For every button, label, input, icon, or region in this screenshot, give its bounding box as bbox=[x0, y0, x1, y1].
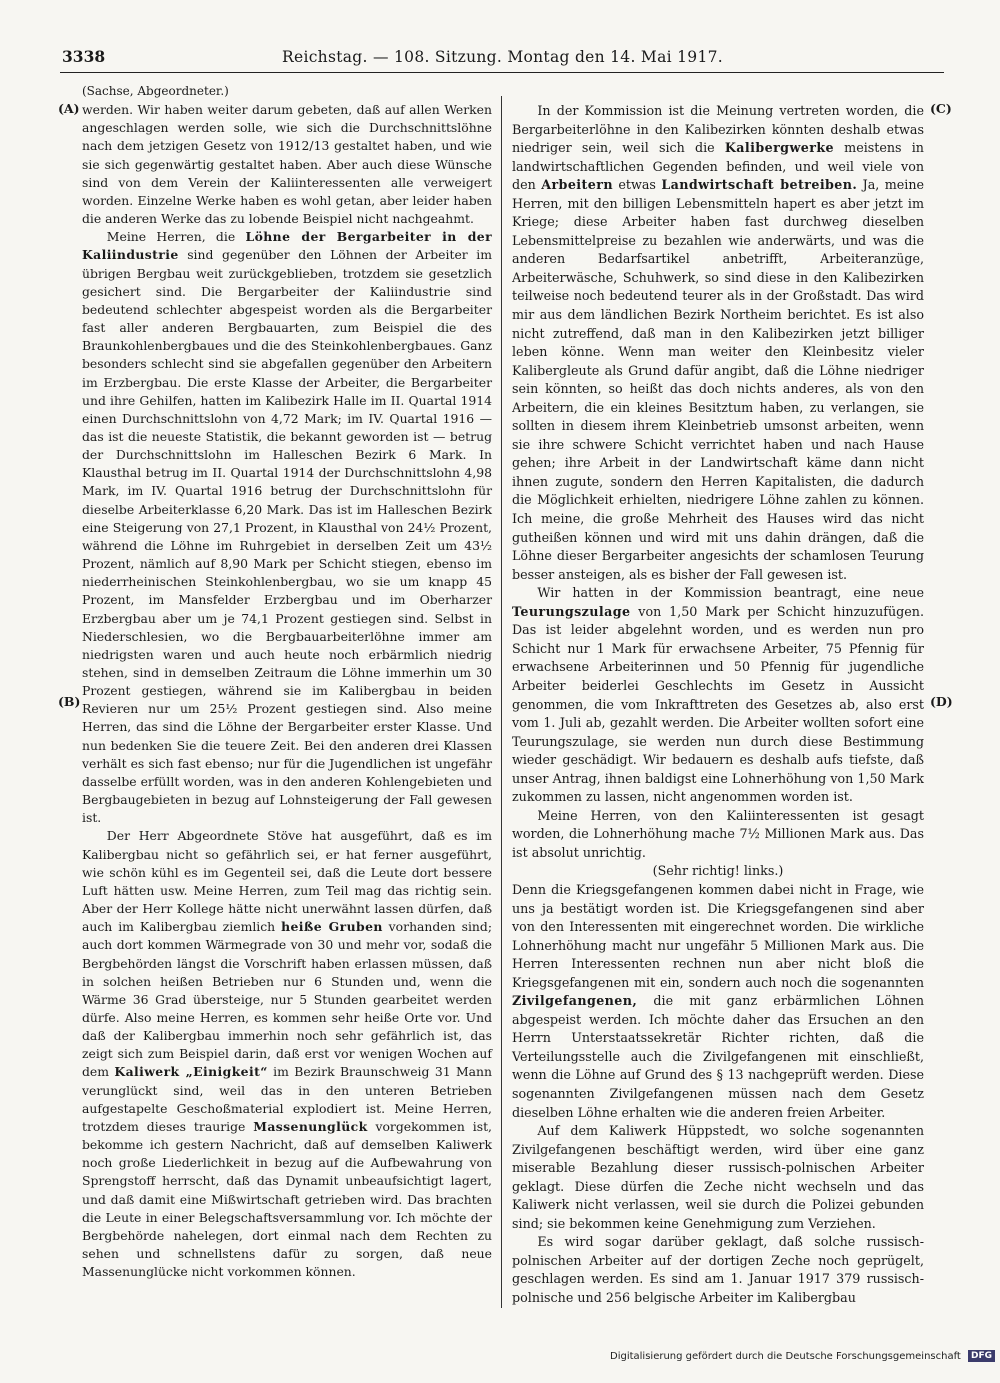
credit-text: Digitalisierung gefördert durch die Deutsche Forschungsgemeinschaft bbox=[610, 1351, 961, 1362]
paragraph: In der Kommission ist die Meinung vertreten worden, die Bergarbeiterlöhne in den Kalibezirken könnten deshalb etwas niedriger sein, weil sich die Kalibergwerke meistens in landwirtschaftlichen Gegenden befinden, und weil viele von den Arbeitern etwas Landwirtschaft betreiben. Ja, meine Herren, mit den billigen Lebensmitteln hapert es aber jetzt im Kriege; diese Arbeiter haben fast durchweg dieselben Lebensmittelpreise zu bezahlen wie anderwärts, und was die anderen Bedarfsartikel anbetrifft, Arbeiteranzüge, Arbeiterwäsche, Schuhwerk, so sind diese in den Kalibezirken teilweise noch bedeutend teurer als in der Großstadt. Das wird mir aus dem ländlichen Bezirk Northeim berichtet. Es ist also nicht zutreffend, daß man in den Kalibezirken jetzt billiger leben könne. Wenn man weiter den Kleinbesitz vieler Kalibergleute als Grund dafür angibt, daß die Löhne niedriger sein könnten, so heißt das doch nichts anderes, als von den Arbeitern, die ein kleines Besitztum haben, zu verlangen, sie sollten in diesem ihrem Kleinbetrieb umsonst arbeiten, wenn sie ihre schwere Schicht verrichtet haben und nach Hause gehen; ihre Arbeit in der Landwirtschaft käme dann nicht ihnen zugute, sondern den Herren Kapitalisten, die dadurch die Möglichkeit erhielten, niedrigere Löhne zahlen zu können. Ich meine, die große Mehrheit des Hauses wird das nicht gutheißen können und wird mit uns dahin drängen, daß die Löhne dieser Bergarbeiter angesichts der schamlosen Teurung besser ansteigen, als es bisher der Fall gewesen ist. bbox=[512, 103, 925, 582]
paragraph: Denn die Kriegsgefangenen kommen dabei nicht in Frage, wie uns ja bestätigt worden ist. Die Kriegsgefangenen sind aber von den Interessenten mit eingerechnet worden. Die wirkliche Lohnerhöhung macht nur ungefähr 5 Millionen Mark aus. Die Herren Interessenten rechnen nun aber nicht bloß die Kriegsgefangenen mit ein, sondern auch noch die sogenannten Zivilgefangenen, die mit ganz erbärmlichen Löhnen abgespeist werden. Ich möchte daher das Ersuchen an den Herrn Unterstaatssekretär Richter richten, daß die Verteilungsstelle auch die Zivilgefangenen mit einschließt, wenn die Löhne auf Grund des § 13 nachgeprüft werden. Diese sogenannten Zivilgefangenen müssen nach dem Gesetz dieselben Löhne erhalten wie die anderen freien Arbeiter. bbox=[512, 881, 924, 1120]
right-column bbox=[512, 82, 924, 1308]
interjection: (Sehr richtig! links.) bbox=[652, 863, 784, 879]
digitization-credit bbox=[610, 1350, 993, 1366]
paragraph: Meine Herren, von den Kaliinteressenten ist gesagt worden, die Lohnerhöhung mache 7½ Millionen Mark aus. Das ist absolut unrichtig. bbox=[512, 807, 924, 860]
paragraph: Auf dem Kaliwerk Hüppstedt, wo solche sogenannten Zivilgefangenen beschäftigt werden, wird über eine ganz miserable Bezahlung dieser russisch-polnischen Arbeiter geklagt. Diese dürfen die Zeche nicht wechseln und das Kaliwerk nicht verlassen, weil sie durch die Polizei gebunden sind; sie bekommen keine Genehmigung zum Verziehen. bbox=[512, 1123, 924, 1231]
header-rule bbox=[60, 72, 944, 73]
emphasis: Teurungszulage bbox=[512, 603, 631, 619]
margin-marker-b: (B) bbox=[58, 694, 81, 709]
running-title: Reichstag. — 108. Sitzung. Montag den 14. Mai 1917. bbox=[282, 48, 723, 66]
emphasis: Kaliwerk „Einigkeit“ bbox=[114, 1064, 268, 1080]
page-number: 3338 bbox=[62, 47, 106, 66]
margin-marker-c: (C) bbox=[930, 101, 952, 116]
emphasis: Löhne der Bergarbeiter in der Kaliindustrie bbox=[82, 229, 493, 263]
speaker-label: (Sachse, Abgeordneter.) bbox=[82, 84, 229, 98]
dfg-logo-icon: DFG bbox=[968, 1350, 995, 1362]
emphasis: Arbeitern bbox=[541, 177, 613, 193]
emphasis: heiße Gruben bbox=[281, 919, 383, 935]
left-column bbox=[82, 82, 492, 1281]
paragraph: werden. Wir haben weiter darum gebeten, daß auf allen Werken angeschlagen werden solle, wie sich die Durchschnittslöhne nach dem jetzigen Gesetz von 1912/13 gestaltet haben, und wie sie sich gegenwärtig gestaltet haben. Aber auch diese Wünsche sind von dem Verein der Kaliinteressenten alle verweigert worden. Einzelne Werke haben es wohl getan, aber leider haben die anderen Werke das zu lobende Beispiel nicht nachgeahmt. bbox=[82, 102, 492, 227]
margin-marker-a: (A) bbox=[58, 101, 80, 116]
margin-marker-d: (D) bbox=[930, 694, 953, 709]
column-divider bbox=[501, 96, 502, 1308]
paragraph: Es wird sogar darüber geklagt, daß solche russisch-polnischen Arbeiter auf der dortigen Zeche noch geprügelt, geschlagen werden. Es sind am 1. Januar 1917 379 russisch-polnische und 256 belgische Arbeiter im Kalibergbau bbox=[512, 1234, 924, 1305]
emphasis: Massenunglück bbox=[253, 1118, 368, 1134]
emphasis: Landwirtschaft betreiben. bbox=[661, 177, 858, 193]
page-header bbox=[62, 46, 942, 68]
paragraph: Meine Herren, die Löhne der Bergarbeiter in der Kaliindustrie sind gegenüber den Löhnen der Arbeiter im übrigen Bergbau weit zurückgeblieben, trotzdem sie gesetzlich gesichert sind. Die Bergarbeiter der Kaliindustrie sind bedeutend schlechter abgespeist worden als die Bergarbeiter fast aller anderen Bergbauarten, zum Beispiel die des Braunkohlenbergbaues und die des Steinkohlenbergbaues. Ganz besonders schlecht sind sie abgefallen gegenüber den Arbeitern im Erzbergbau. Die erste Klasse der Arbeiter, die Bergarbeiter und ihre Gehilfen, hatten im Kalibezirk Halle im II. Quartal 1914 einen Durchschnittslohn von 4,72 Mark; im IV. Quartal 1916 — das ist die neueste Statistik, die bekannt geworden ist — betrug der Durchschnittslohn im Halleschen Bezirk 6 Mark. In Klausthal betrug im II. Quartal 1914 der Durchschnittslohn 4,98 Mark, im IV. Quartal 1916 betrug der Durchschnittslohn für dieselbe Arbeiterklasse 6,20 Mark. Das ist im Halleschen Bezirk eine Steigerung von 27,1 Prozent, in Klausthal von 24½ Prozent, während die Löhne im Ruhrgebiet in derselben Zeit um 43½ Prozent, nämlich auf 8,90 Mark per Schicht stiegen, ebenso im niederrheinischen Steinkohlenbergbau, wo sie um knapp 45 Prozent, im Mansfelder Erzbergbau und im Oberharzer Erzbergbau aber um je 74,1 Prozent gestiegen sind. Selbst in Niederschlesien, wo die Bergbauarbeiterlöhne immer am niedrigsten waren und auch heute noch erbärmlich niedrig stehen, sind in demselben Zeitraum die Löhne immerhin um 30 Prozent gestiegen, während sie im Kalibergbau in beiden Revieren nur um 25½ Prozent gestiegen sind. Also meine Herren, das sind die Löhne der Bergarbeiter erster Klasse. Und nun bedenken Sie die teuere Zeit. Bei den anderen drei Klassen verhält es sich fast ebenso; nur für die Jugendlichen ist ungefähr dasselbe erfüllt worden, was in den anderen Kohlengebieten und Bergbaugebieten in bezug auf Lohnsteigerung der Fall gewesen ist. bbox=[82, 229, 493, 826]
emphasis: Kalibergwerke bbox=[724, 140, 834, 156]
paragraph: Der Herr Abgeordnete Stöve hat ausgeführt, daß es im Kalibergbau nicht so gefährlich sei, er hat ferner ausgeführt, wie schön kühl es im Gegenteil sei, daß die Leute dort bessere Luft hätten usw. Meine Herren, zum Teil mag das richtig sein. Aber der Herr Kollege hätte nicht unerwähnt lassen dürfen, daß auch im Kalibergbau ziemlich heiße Gruben vorhanden sind; auch dort kommen Wärmegrade von 30 und mehr vor, sodaß die Bergbehörden längst die Vorschrift haben erlassen müssen, daß in solchen heißen Betrieben nur 6 Stunden und, wenn die Wärme 36 Grad übersteige, nur 5 Stunden gearbeitet werden dürfe. Also meine Herren, es kommen sehr heiße Orte vor. Und daß der Kalibergbau immerhin noch sehr gefährlich ist, das zeigt sich zum Beispiel darin, daß erst vor wenigen Wochen auf dem Kaliwerk „Einigkeit“ im Bezirk Braunschweig 31 Mann verunglückt sind, weil das in den unteren Betrieben aufgestapelte Geschoßmaterial explodiert ist. Meine Herren, trotzdem dieses traurige Massenunglück vorgekommen ist, bekomme ich gestern Nachricht, daß auf demselben Kaliwerk noch große Liederlichkeit in bezug auf die Aufbewahrung von Sprengstoff herrscht, daß das Dynamit unbeaufsichtigt lagert, und daß damit eine Mißwirtschaft getrieben wird. Das brachten die Leute in einer Belegschaftsversammlung vor. Ich möchte der Bergbehörde nahelegen, dort einmal nach dem Rechten zu sehen und schnellstens dafür zu sorgen, daß neue Massenunglücke nicht vorkommen können. bbox=[82, 828, 493, 1280]
paragraph: Wir hatten in der Kommission beantragt, eine neue Teurungszulage von 1,50 Mark per Schicht hinzuzufügen. Das ist leider abgelehnt worden, und es werden nun pro Schicht nur 1 Mark für erwachsene Arbeiter, 75 Pfennig für erwachsene Arbeiterinnen und 50 Pfennig für jugendliche Arbeiter beiderlei Geschlechts im Gesetz in Aussicht genommen, die vom Inkrafttreten des Gesetzes ab, also erst vom 1. Juli ab, gezahlt werden. Die Arbeiter wollten sofort eine Teurungszulage, sie werden nun durch diese Bestimmung wieder geschädigt. Wir bedauern es deshalb aufs tiefste, daß unser Antrag, ihnen baldigst eine Lohnerhöhung von 1,50 Mark zukommen zu lassen, nicht angenommen worden ist. bbox=[512, 585, 924, 805]
emphasis: Zivilgefangenen, bbox=[512, 993, 638, 1009]
